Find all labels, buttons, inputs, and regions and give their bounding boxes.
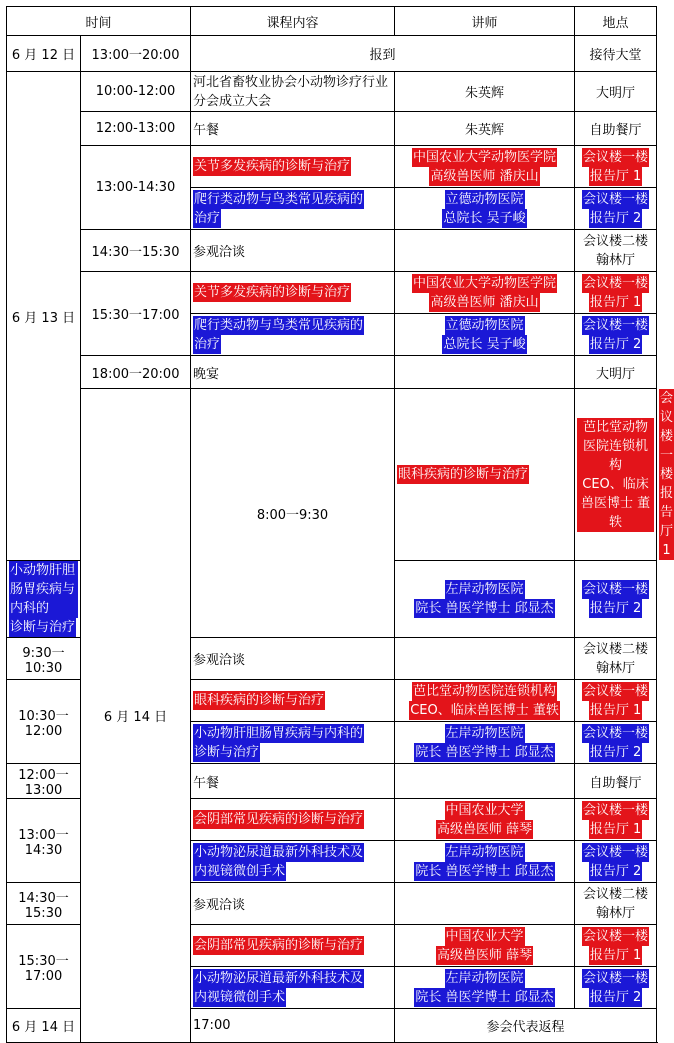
time-cell: 12:00一13:00 <box>7 764 81 799</box>
lecturer-org: 中国农业大学 <box>445 928 524 944</box>
location-hall: 报告厅 2 <box>589 863 642 879</box>
table-row <box>7 389 657 561</box>
location-hall: 报告厅 2 <box>589 210 642 226</box>
course-cell: 晚宴 <box>191 356 395 389</box>
location-hall: 报告厅 1 <box>589 821 642 837</box>
location-cell <box>575 799 657 841</box>
lecturer-name: 高级兽医师 薛琴 <box>436 821 533 837</box>
location-cell <box>575 722 657 764</box>
session-course: 小动物肝胆肠胃疾病与内科的 <box>9 561 78 618</box>
lecturer-name: 院长 兽医学博士 邱显杰 <box>415 989 554 1005</box>
session-course: 爬行类动物与鸟类常见疾病的 <box>194 317 364 333</box>
course-cell <box>191 72 395 112</box>
location-hall: 报告厅 2 <box>589 744 642 760</box>
location-building: 会议楼一楼 <box>583 582 649 597</box>
course-cell: 参观洽谈 <box>191 638 395 680</box>
location-hall: 报告厅 1 <box>660 486 674 558</box>
session-course-cont: 诊断与治疗 <box>10 620 76 635</box>
lecturer-cell <box>395 680 575 722</box>
time-cell: 13:00-14:30 <box>81 146 191 230</box>
lecturer-org: 芭比堂动物医院连锁机构 <box>413 683 557 699</box>
header-lecturer: 讲师 <box>395 7 575 36</box>
location-cell <box>575 561 657 638</box>
time-cell: 8:00一9:30 <box>191 389 395 638</box>
course-cell <box>191 967 395 1009</box>
location-building: 会议楼一楼 <box>583 191 649 207</box>
lecturer-cell <box>395 799 575 841</box>
time-cell: 15:30一17:00 <box>7 925 81 1009</box>
location-building: 会议楼一楼 <box>583 844 649 860</box>
course-cell <box>7 561 81 638</box>
session-course: 小动物泌尿道最新外科技术及 <box>194 970 364 986</box>
time-cell: 14:30一15:30 <box>81 230 191 272</box>
lecturer-cell <box>395 925 575 967</box>
course-cell: 午餐 <box>191 112 395 146</box>
date-cell: 6 月 12 日 <box>7 36 81 72</box>
lecturer-cell: 朱英辉 <box>395 72 575 112</box>
lecturer-cell <box>395 314 575 356</box>
location-hall: 报告厅 1 <box>589 168 642 184</box>
lecturer-name: 高级兽医师 潘庆山 <box>430 294 539 310</box>
lecturer-cell <box>395 146 575 188</box>
lecturer-cell <box>395 561 575 638</box>
location-cell: 会议楼二楼翰林厅 <box>575 230 657 272</box>
location-hall: 报告厅 1 <box>589 702 642 718</box>
session-course: 眼科疾病的诊断与治疗 <box>194 693 325 708</box>
location-building: 会议楼一楼 <box>583 725 649 741</box>
time-cell: 14:30一15:30 <box>7 883 81 925</box>
location-hall: 报告厅 2 <box>589 601 642 616</box>
location-cell <box>575 314 657 356</box>
course-cell <box>191 925 395 967</box>
lecturer-org: 左岸动物医院 <box>445 844 524 860</box>
course-cell <box>191 272 395 314</box>
lecturer-org: 左岸动物医院 <box>445 725 524 741</box>
time-cell: 10:30一12:00 <box>7 680 81 764</box>
date-cell: 6 月 14 日 <box>81 389 191 1043</box>
time-cell: 9:30一10:30 <box>7 638 81 680</box>
course-text: 河北省畜牧业协会小动物诊疗行业分会成立大会 <box>193 74 389 109</box>
lecturer-org: 立德动物医院 <box>445 191 524 207</box>
schedule-table <box>6 6 674 1043</box>
location-hall: 报告厅 2 <box>589 989 642 1005</box>
course-cell: 报到 <box>191 36 575 72</box>
lecturer-org: 左岸动物医院 <box>445 582 524 597</box>
lecturer-name: 总院长 吴子峻 <box>443 336 526 352</box>
location-building: 会议楼一楼 <box>583 970 649 986</box>
lecturer-name: 院长 兽医学博士 邱显杰 <box>415 744 554 760</box>
lecturer-org: 中国农业大学 <box>445 802 524 818</box>
course-cell <box>191 680 395 722</box>
location-hall: 报告厅 2 <box>589 336 642 352</box>
location-cell <box>575 967 657 1009</box>
location-cell: 自助餐厅 <box>575 112 657 146</box>
lecturer-name: CEO、临床兽医博士 董轶 <box>577 475 654 532</box>
location-cell: 自助餐厅 <box>575 764 657 799</box>
course-cell <box>191 146 395 188</box>
lecturer-name: CEO、临床兽医博士 董轶 <box>410 702 559 718</box>
lecturer-org: 芭比堂动物医院连锁机构 <box>577 418 654 475</box>
location-building: 会议楼一楼 <box>583 802 649 818</box>
location-building: 会议楼一楼 <box>583 928 649 944</box>
table-row <box>7 146 657 188</box>
session-course-cont: 内视镜微创手术 <box>194 863 286 879</box>
location-building: 会议楼一楼 <box>583 683 649 699</box>
lecturer-cell <box>395 764 575 799</box>
location-cell <box>575 680 657 722</box>
lecturer-name: 院长 兽医学博士 邱显杰 <box>415 863 554 879</box>
table-row <box>7 356 657 389</box>
session-course: 眼科疾病的诊断与治疗 <box>398 467 529 482</box>
session-course: 小动物泌尿道最新外科技术及 <box>194 844 364 860</box>
course-cell: 参会代表返程 <box>395 1009 657 1043</box>
time-cell: 12:00-13:00 <box>81 112 191 146</box>
location-cell: 大明厅 <box>575 356 657 389</box>
course-cell <box>191 314 395 356</box>
location-building: 会议楼一楼 <box>660 391 674 482</box>
session-course-cont: 治疗 <box>194 336 221 352</box>
lecturer-cell <box>395 356 575 389</box>
lecturer-org: 中国农业大学动物医学院 <box>413 149 557 165</box>
session-course-cont: 治疗 <box>194 210 221 226</box>
time-cell: 13:00一20:00 <box>81 36 191 72</box>
location-cell <box>575 272 657 314</box>
course-cell <box>395 389 575 561</box>
table-row <box>7 36 657 72</box>
course-cell <box>191 799 395 841</box>
header-location: 地点 <box>575 7 657 36</box>
session-course-cont: 诊断与治疗 <box>194 744 260 760</box>
table-row <box>7 112 657 146</box>
lecturer-cell <box>395 722 575 764</box>
lecturer-org: 中国农业大学动物医学院 <box>413 275 557 291</box>
session-course: 小动物肝胆肠胃疾病与内科的 <box>194 725 364 741</box>
time-cell: 10:00-12:00 <box>81 72 191 112</box>
lecturer-name: 高级兽医师 潘庆山 <box>430 168 539 184</box>
location-cell <box>575 925 657 967</box>
lecturer-cell <box>395 638 575 680</box>
time-cell: 15:30一17:00 <box>81 272 191 356</box>
table-row <box>7 272 657 314</box>
header-time: 时间 <box>7 7 191 36</box>
course-cell <box>191 188 395 230</box>
lecturer-cell <box>395 967 575 1009</box>
date-cell: 6 月 14 日 <box>7 1009 81 1043</box>
location-cell <box>575 188 657 230</box>
location-building: 会议楼一楼 <box>583 275 649 291</box>
session-course: 关节多发疾病的诊断与治疗 <box>194 285 351 300</box>
location-hall: 报告厅 1 <box>589 294 642 310</box>
time-cell: 18:00一20:00 <box>81 356 191 389</box>
course-cell <box>191 841 395 883</box>
course-cell: 参观洽谈 <box>191 883 395 925</box>
header-course: 课程内容 <box>191 7 395 36</box>
session-course: 会阴部常见疾病的诊断与治疗 <box>194 938 364 953</box>
lecturer-cell <box>395 272 575 314</box>
time-cell: 13:00一14:30 <box>7 799 81 883</box>
lecturer-cell: 朱英辉 <box>395 112 575 146</box>
lecturer-cell <box>575 389 657 561</box>
table-row <box>7 230 657 272</box>
lecturer-name: 高级兽医师 薛琴 <box>436 947 533 963</box>
lecturer-cell <box>395 188 575 230</box>
location-building: 会议楼一楼 <box>583 317 649 333</box>
lecturer-cell <box>395 841 575 883</box>
lecturer-name: 总院长 吴子峻 <box>443 210 526 226</box>
session-course-cont: 内视镜微创手术 <box>194 989 286 1005</box>
course-cell: 参观洽谈 <box>191 230 395 272</box>
course-cell <box>191 722 395 764</box>
location-cell: 接待大堂 <box>575 36 657 72</box>
time-cell: 17:00 <box>191 1009 395 1043</box>
course-cell: 午餐 <box>191 764 395 799</box>
location-cell <box>575 146 657 188</box>
lecturer-org: 立德动物医院 <box>445 317 524 333</box>
session-course: 爬行类动物与鸟类常见疾病的 <box>194 191 364 207</box>
table-row <box>7 72 657 112</box>
location-cell: 大明厅 <box>575 72 657 112</box>
date-cell: 6 月 13 日 <box>7 72 81 561</box>
session-course: 会阴部常见疾病的诊断与治疗 <box>194 812 364 827</box>
lecturer-cell <box>395 230 575 272</box>
lecturer-org: 左岸动物医院 <box>445 970 524 986</box>
location-cell: 会议楼二楼翰林厅 <box>575 883 657 925</box>
lecturer-cell <box>395 883 575 925</box>
location-cell: 会议楼二楼翰林厅 <box>575 638 657 680</box>
location-cell <box>575 841 657 883</box>
header-row <box>7 7 657 36</box>
lecturer-name: 院长 兽医学博士 邱显杰 <box>415 601 554 616</box>
session-course: 关节多发疾病的诊断与治疗 <box>194 159 351 174</box>
location-building: 会议楼一楼 <box>583 149 649 165</box>
location-hall: 报告厅 1 <box>589 947 642 963</box>
